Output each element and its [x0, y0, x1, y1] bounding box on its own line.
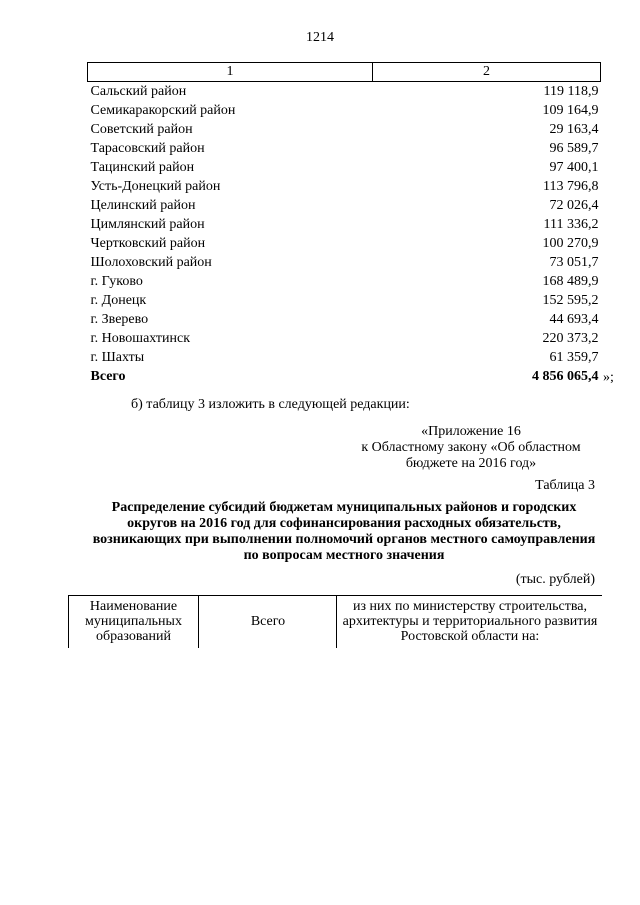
total-row: [88, 367, 601, 386]
row-name: г. Новошахтинск: [90, 331, 191, 346]
appendix-line: бюджете на 2016 год»: [405, 456, 537, 471]
row-name: Чертковский район: [90, 236, 206, 251]
table-row: [88, 196, 601, 215]
row-name: Цимлянский район: [90, 217, 205, 232]
row-name: Семикаракорский район: [90, 103, 236, 118]
table-row: [88, 272, 601, 291]
row-value: 111 336,2: [543, 217, 599, 232]
row-value: 61 359,7: [549, 350, 599, 365]
total-value: 4 856 065,4: [532, 369, 599, 384]
row-value: 100 270,9: [542, 236, 599, 251]
row-value: 119 118,9: [543, 84, 599, 99]
column-header-1: 1: [88, 63, 373, 82]
table-row: [88, 348, 601, 367]
header-text: муниципальных: [85, 614, 182, 629]
table3-header: [68, 595, 602, 648]
row-name: г. Шахты: [90, 350, 145, 365]
row-name: Тарасовский район: [90, 141, 205, 156]
table-row: [88, 139, 601, 158]
row-value: 220 373,2: [542, 331, 599, 346]
row-name: г. Гуково: [90, 274, 143, 289]
row-name: Шолоховский район: [90, 255, 212, 270]
closing-quote: »;: [603, 370, 614, 385]
row-value: 152 595,2: [542, 293, 599, 308]
table-row: [88, 253, 601, 272]
table-row: [88, 82, 601, 102]
row-name: Усть-Донецкий район: [90, 179, 221, 194]
document-title: Распределение субсидий бюджетам муниципальных районов и городских округов на 2016 год для софинансирования расходных обязательств, возникающих при выполнении полномочий органов местного самоуправления по вопросам местного значения: [92, 500, 596, 563]
row-value: 73 051,7: [549, 255, 599, 270]
row-value: 168 489,9: [542, 274, 599, 289]
row-value: 109 164,9: [542, 103, 599, 118]
header-text: архитектуры и территориального развития: [342, 614, 598, 629]
row-value: 72 026,4: [549, 198, 599, 213]
units-label: (тыс. рублей): [515, 572, 595, 587]
table-row: [88, 310, 601, 329]
header-text: из них по министерству строительства,: [352, 599, 587, 614]
row-value: 96 589,7: [549, 141, 599, 156]
row-name: Советский район: [90, 122, 193, 137]
table-header-row: [88, 63, 601, 82]
row-name: г. Донецк: [90, 293, 147, 308]
column-header-2: 2: [373, 63, 601, 82]
table-row: [88, 215, 601, 234]
table-row: [88, 177, 601, 196]
row-value: 44 693,4: [549, 312, 599, 327]
appendix-reference: [340, 424, 602, 472]
header-ministry: [338, 596, 602, 648]
row-name: Целинский район: [90, 198, 196, 213]
row-value: 97 400,1: [549, 160, 599, 175]
header-municipalities: [68, 596, 199, 648]
table-row: [88, 158, 601, 177]
table-row: [88, 234, 601, 253]
table-row: [88, 329, 601, 348]
table-row: [88, 101, 601, 120]
header-text: Ростовской области на:: [400, 629, 540, 644]
table-row: [88, 120, 601, 139]
row-name: Тацинский район: [90, 160, 195, 175]
row-name: Сальский район: [90, 84, 187, 99]
header-text: образований: [96, 629, 171, 644]
total-label: Всего: [90, 369, 126, 384]
instruction-text: б) таблицу 3 изложить в следующей редакции:: [131, 397, 410, 412]
page-number: 1214: [306, 30, 334, 45]
table-row: [88, 291, 601, 310]
header-total: Всего: [200, 596, 337, 648]
appendix-line: «Приложение 16: [421, 424, 521, 439]
table-label: Таблица 3: [535, 478, 595, 493]
subsidy-table: [87, 62, 601, 386]
row-value: 29 163,4: [549, 122, 599, 137]
header-text: Наименование: [89, 599, 178, 614]
row-name: г. Зверево: [90, 312, 149, 327]
row-value: 113 796,8: [543, 179, 599, 194]
appendix-line: к Областному закону «Об областном: [361, 440, 581, 455]
